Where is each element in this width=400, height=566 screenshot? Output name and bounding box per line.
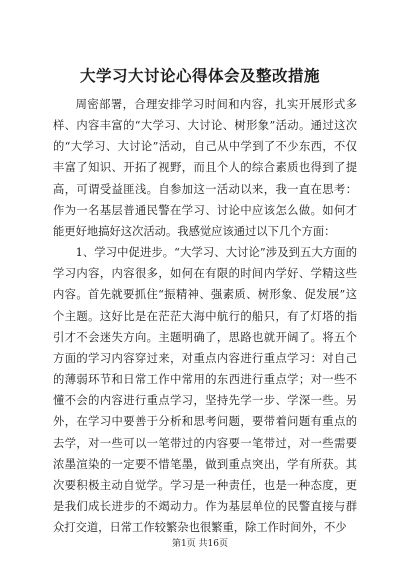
paragraph-study-progress: 1、学习中促进步。“大学习、大讨论”涉及到五大方面的学习内容，内容很多，如何在有限的时间内学好、学精这些内容。首先就要抓住“振精神、强素质、树形象、促发展”这个主题。这好比是在茫茫大海中航行的船只，有了灯塔的指引才不会迷失方向。主题明确了，思路也就开阔了。将五个方面的学习内容穿过来，对重点内容进行重点学习：对自己的薄弱环节和日常工作中常用的东西进行重点学；对一些不懂不会的内容进行重点学习，坚持先学一步、学深一些。另外，在学习中要善于分析和思考问题，要带着问题有重点的去学，对一些可以一笔带过的内容要一笔带过，对一些需要浓墨渲染的一定要不惜笔墨，做到重点突出，学有所获。其次要积极主动自觉学。学习是一种责任，也是一种态度，更是我们成长进步的不竭动力。作为基层单位的民警直接与群众打交道，日常工作较繁杂也很繁重，除工作时间外，不少: [53, 246, 357, 535]
document-title: 大学习大讨论心得体会及整改措施: [79, 66, 320, 85]
paragraph-intro: 周密部署，合理安排学习时间和内容，扎实开展形式多样、内容丰富的“大学习、大讨论、树形象”活动。通过这次的“大学习、大讨论”活动，自己从中学到了不少东西，不仅丰富了知识、开拓了视野，而且个人的综合素质也得到了提高，可谓受益匪浅。自参加这一活动以来，我一直在思考：作为一名基层普通民警在学习、讨论中应该怎么做。如何才能更好地搞好这次活动。我感觉应该通过以下几个方面：: [53, 98, 357, 238]
page-number: 第1页 共16页: [171, 539, 229, 549]
document-body: [53, 94, 357, 538]
